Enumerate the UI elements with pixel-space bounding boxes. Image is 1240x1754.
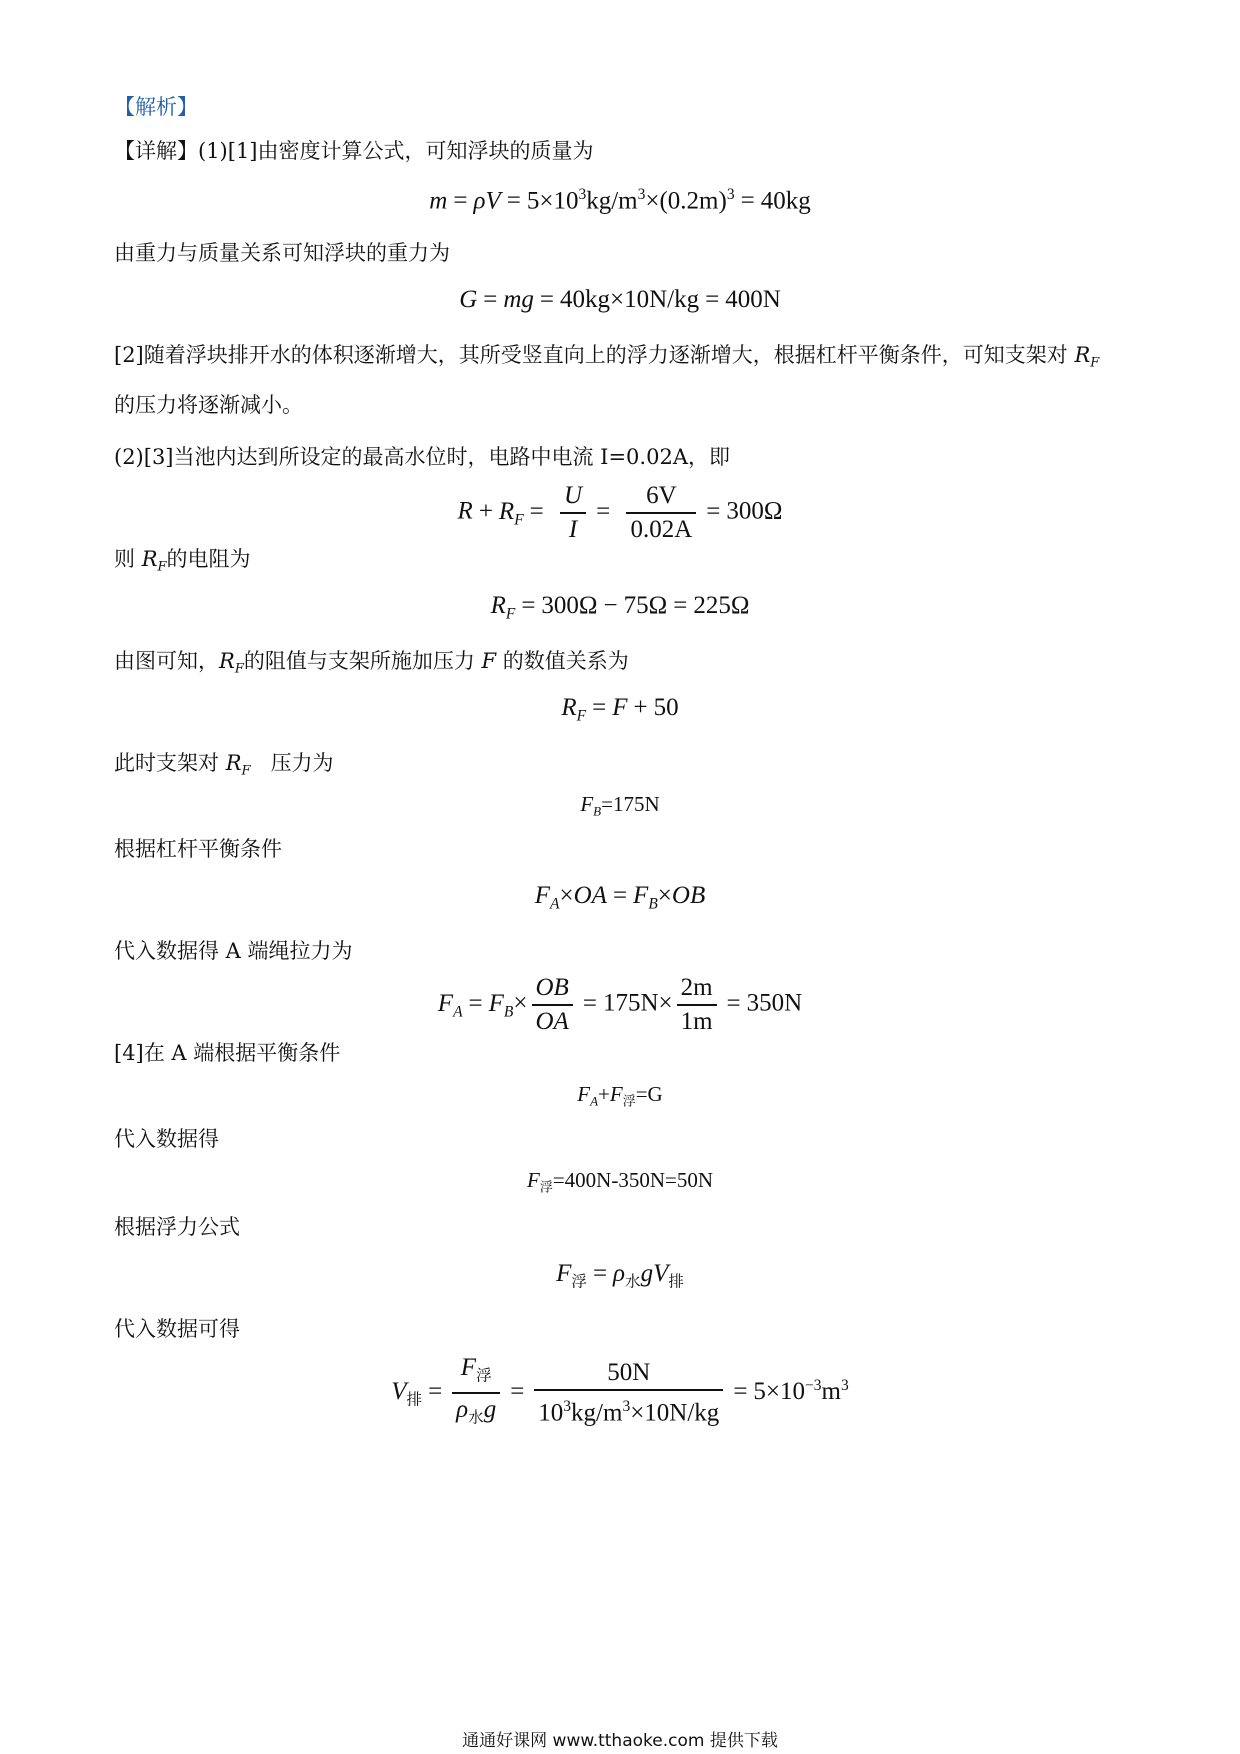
paragraph-5: 则 $R_F$的电阻为 — [114, 547, 251, 575]
sub-disp-2: 排 — [406, 1391, 423, 1409]
paragraph-5b-text: 的电阻为 — [166, 547, 251, 571]
equation-fa: $F_A = F_B\times$ $\frac{OB}{OA}$ = 175N× $\frac{2m}{1m}$ = 350N — [0, 972, 1240, 1038]
paragraph-7a-text: 此时支架对 — [114, 751, 219, 775]
section-heading: 【解析】 — [114, 95, 198, 119]
equation-mass: $m = \rho V = 5\times 10^3kg/m^3\times(0.2m)^3 = 40kg$ — [429, 186, 811, 215]
paragraph-7b-text: 压力为 — [270, 751, 334, 775]
paragraph-5a-text: 则 — [114, 547, 135, 571]
sub-water-1: 水 — [625, 1273, 641, 1291]
equation-fb-value: =175N — [601, 792, 660, 816]
fraction-u-over-i: $\frac{U}{I}$ — [560, 480, 586, 546]
equation-lever: $F_A\times OA = F_B\times OB$ — [534, 882, 706, 913]
equation-resistance-total: $R + R_F$ = $\frac{U}{I}$ = $\frac{6V}{0.02A}$ = 300Ω — [0, 480, 1240, 546]
paragraph-8: 根据杠杆平衡条件 — [114, 837, 282, 861]
fraction-f-over-rhog: $\frac{F_浮}{\rho_水g}$ — [452, 1352, 500, 1435]
equation-balance: $F_A+F_浮=G$ — [577, 1082, 663, 1109]
equation-volume: $V_排$ = $\frac{F_浮}{\rho_水g}$ = $\frac{50N}{10^3kg/m^3\times 10N/kg}$ = $5\times 10^{-3}m^3$ — [0, 1352, 1240, 1435]
paragraph-7: 此时支架对 $R_F$ 压力为 — [114, 751, 334, 779]
equation-weight: G = mg = 40kg×10N/kg = 400N — [459, 286, 781, 313]
equation-fb: $F_B=175N$ — [580, 792, 660, 819]
sub-float-2: 浮 — [539, 1179, 553, 1195]
fraction-50n-over-density: $\frac{50N}{10^3kg/m^3\times 10N/kg}$ — [534, 1357, 723, 1429]
paragraph-6c-text: 的数值关系为 — [502, 649, 629, 673]
paragraph-3a: [2]随着浮块排开水的体积逐渐增大，其所受竖直向上的浮力逐渐增大，根据杠杆平衡条件，可知支架对 $R_F$ — [114, 343, 1100, 371]
equation-buoyancy-formula: $F_浮 = \rho_水gV_排$ — [556, 1260, 684, 1291]
paragraph-1: 【详解】(1)[1]由密度计算公式，可知浮块的质量为 — [114, 139, 594, 163]
paragraph-3b: 的压力将逐渐减小。 — [114, 393, 303, 417]
paragraph-6a-text: 由图可知， — [114, 649, 219, 673]
fraction-6v-over-002a: $\frac{6V}{0.02A}$ — [626, 480, 696, 546]
fraction-2m-over-1m: $\frac{2m}{1m}$ — [677, 972, 717, 1038]
sub-float-3: 浮 — [571, 1273, 587, 1291]
paragraph-3a-text: [2]随着浮块排开水的体积逐渐增大，其所受竖直向上的浮力逐渐增大，根据杠杆平衡条件，可知支架对 — [114, 343, 1068, 367]
paragraph-12: 根据浮力公式 — [114, 1215, 240, 1239]
paragraph-6b-text: 的阻值与支架所施加压力 — [243, 649, 475, 673]
paragraph-11: 代入数据得 — [114, 1127, 219, 1151]
paragraph-2: 由重力与质量关系可知浮块的重力为 — [114, 241, 450, 265]
sub-float-1: 浮 — [622, 1093, 636, 1109]
paragraph-13: 代入数据可得 — [114, 1317, 240, 1341]
fraction-ob-over-oa: $\frac{OB}{OA}$ — [532, 972, 573, 1038]
paragraph-6: 由图可知，$R_F$的阻值与支架所施加压力 F 的数值关系为 — [114, 649, 629, 677]
equation-rf: $R_F = 300\Omega - 75\Omega = 225\Omega$ — [490, 592, 750, 623]
sub-float-4: 浮 — [476, 1367, 492, 1385]
paragraph-10: [4]在 A 端根据平衡条件 — [114, 1041, 341, 1065]
equation-buoyancy-value: $F_浮=400N-350N=50N$ — [526, 1168, 714, 1195]
equation-balance-rhs: =G — [635, 1082, 663, 1106]
paragraph-4: (2)[3]当池内达到所设定的最高水位时，电路中电流 I=0.02A，即 — [114, 445, 730, 469]
paragraph-9: 代入数据得 A 端绳拉力为 — [114, 939, 353, 963]
sub-disp-1: 排 — [668, 1273, 684, 1291]
equation-rf-relation: $R_F = F + 50$ — [561, 694, 679, 725]
sub-water-2: 水 — [468, 1409, 484, 1427]
page-footer: 通通好课网 www.tthaoke.com 提供下载 — [462, 1731, 778, 1751]
equation-buoyancy-value-rhs: =400N-350N=50N — [552, 1168, 714, 1192]
